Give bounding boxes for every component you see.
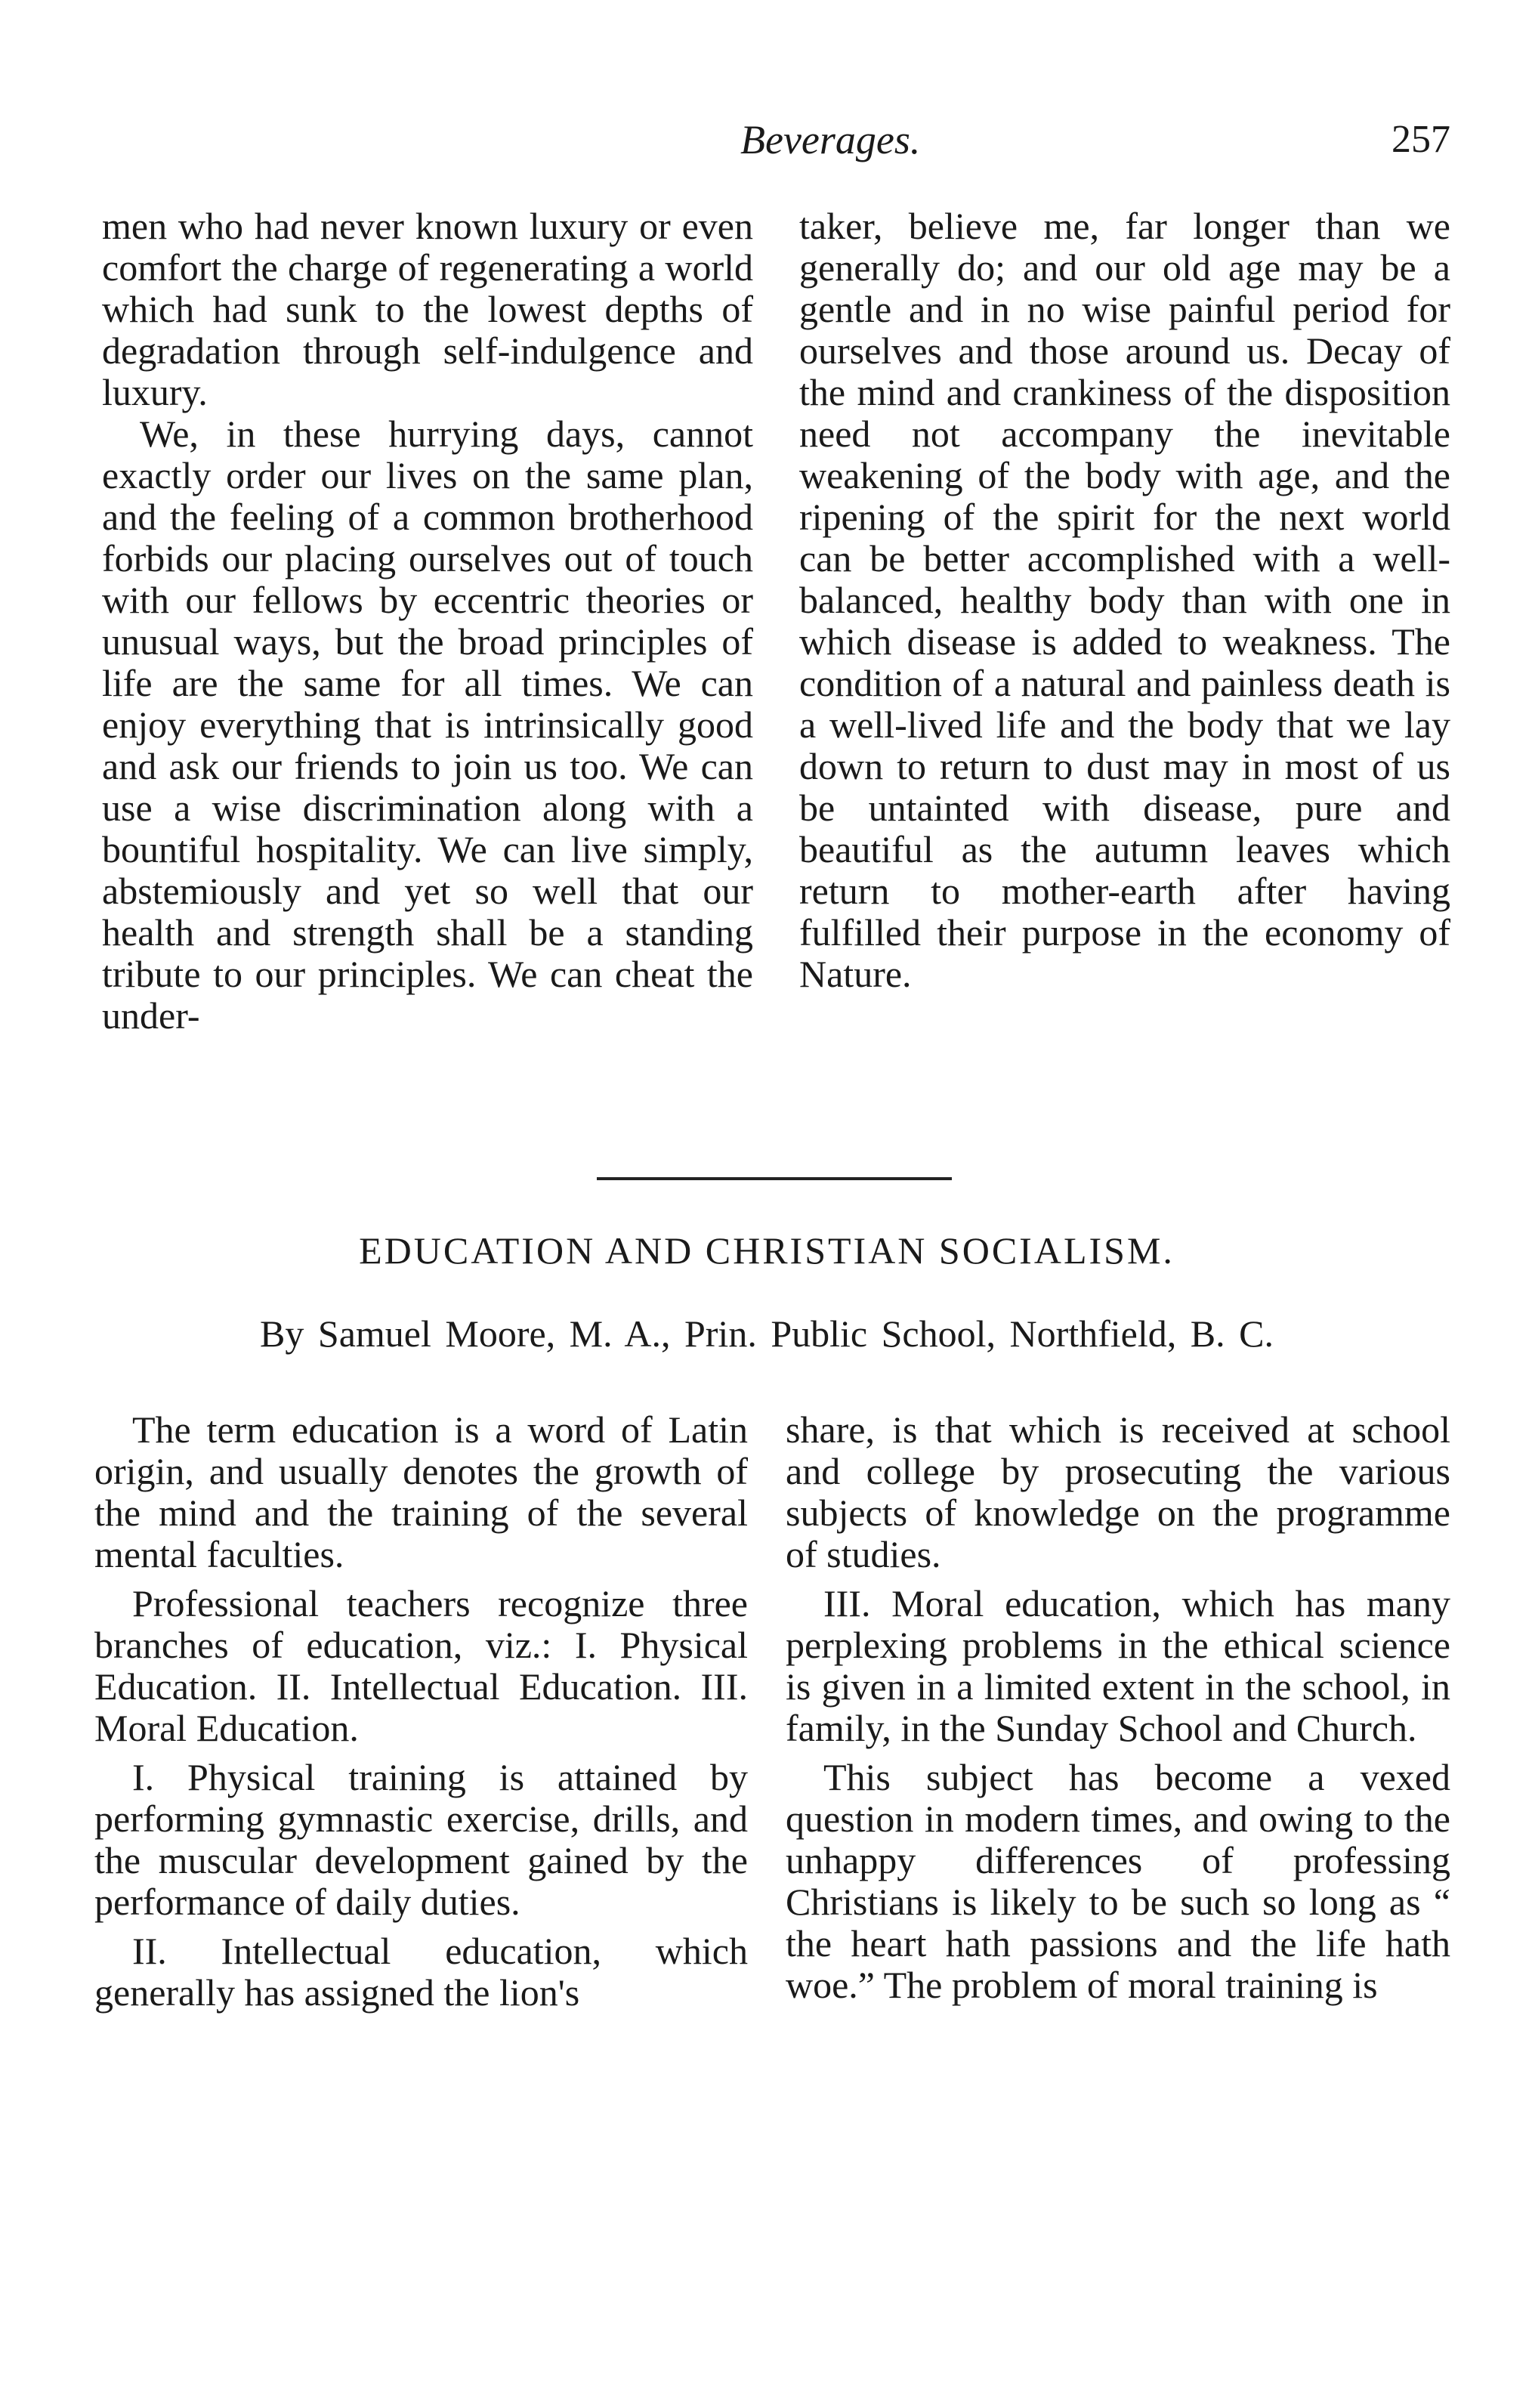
paragraph: III. Moral education, which has many perplexing problems in the ethical science is given in a limited extent in the school, in family, in the Sunday School and Church. [786, 1582, 1450, 1749]
paragraph: This subject has become a vexed question in modern times, and owing to the unhappy differences of professing Christians is likely to be such so long as “ the heart hath passions and the life hath woe.” The problem of moral training is [786, 1756, 1450, 2006]
paragraph: taker, believe me, far longer than we generally do; and our old age may be a gentle and in no wise painful period for ourselves and those around us. Decay of the mind and crankiness of the disposition need not accompany the inevitable weakening of the body with age, and the ripening of the spirit for the next world can be better accomplished with a well-balanced, healthy body than with one in which disease is added to weakness. The condition of a natural and painless death is a well-lived life and the body that we lay down to return to dust may in most of us be untainted with disease, pure and beautiful as the autumn leaves which return to mother-earth after having fulfilled their purpose in the economy of Nature. [799, 205, 1450, 995]
section-divider [597, 1177, 952, 1180]
running-head [91, 113, 1450, 166]
article-byline: By Samuel Moore, M. A., Prin. Public School, Northfield, B. C. [260, 1312, 1274, 1355]
article-column-right [786, 1409, 1450, 2006]
page-number: 257 [1391, 118, 1450, 161]
previous-article-column-left [102, 206, 753, 1037]
paragraph: We, in these hurrying days, cannot exactly order our lives on the same plan, and the feeling of a common brotherhood forbids our placing ourselves out of touch with our fellows by eccentric theories or unusual ways, but the broad principles of life are the same for all times. We can enjoy everything that is intrinsically good and ask our friends to join us too. We can use a wise discrimination along with a bountiful hospitality. We can live simply, abstemiously and yet so well that our health and strength shall be a standing tribute to our principles. We can cheat the under- [102, 413, 753, 1037]
running-title: Beverages. [740, 117, 921, 162]
paragraph: men who had never known luxury or even comfort the charge of regenerating a world which had sunk to the lowest depths of degradation through self-indulgence and luxury. [102, 205, 753, 413]
paragraph: II. Intellectual education, which generally has assigned the lion's [94, 1930, 748, 2014]
paragraph: Professional teachers recognize three branches of education, viz.: I. Physical Education. II. Intellectual Education. III. Moral Education. [94, 1582, 748, 1749]
article-column-left [94, 1409, 748, 2014]
article-title: EDUCATION AND CHRISTIAN SOCIALISM. [359, 1229, 1175, 1272]
paragraph: I. Physical training is attained by performing gymnastic exercise, drills, and the muscular development gained by the performance of daily duties. [94, 1756, 748, 1923]
paragraph: The term education is a word of Latin origin, and usually denotes the growth of the mind and the training of the several mental faculties. [94, 1408, 748, 1575]
previous-article-column-right [799, 206, 1450, 995]
paragraph: share, is that which is received at school and college by prosecuting the various subjects of knowledge on the programme of studies. [786, 1408, 1450, 1575]
